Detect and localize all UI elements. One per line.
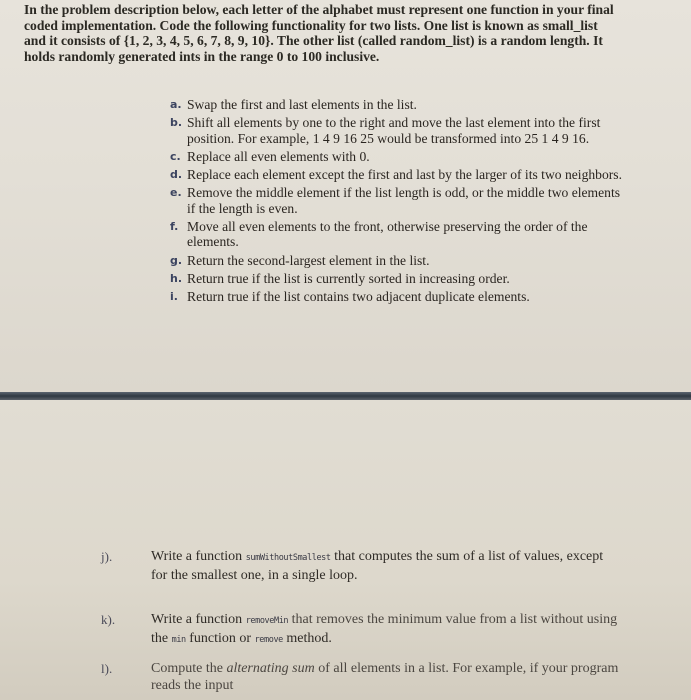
exercise-text-part: of all elements in a list. For example, if your program bbox=[314, 661, 619, 676]
requirements-list bbox=[168, 97, 683, 307]
method-name: remove bbox=[254, 635, 283, 645]
exercise-text-part: Compute the bbox=[151, 661, 227, 676]
item-text: Remove the middle element if the list length is odd, or the middle two elements bbox=[187, 185, 621, 201]
item-letter: b. bbox=[170, 116, 183, 130]
exercise-text bbox=[151, 611, 681, 649]
item-text-continued: position. For example, 1 4 9 16 25 would be transformed into 25 1 4 9 16. bbox=[187, 130, 590, 146]
exercise-text-part: method. bbox=[282, 631, 332, 646]
page-divider bbox=[0, 392, 691, 400]
item-letter: c. bbox=[170, 149, 181, 163]
list-item bbox=[168, 271, 683, 287]
item-letter: i. bbox=[170, 290, 178, 303]
item-letter: e. bbox=[170, 186, 182, 200]
function-name: removeMin bbox=[245, 616, 289, 626]
exercise-text bbox=[151, 660, 681, 694]
exercise-line bbox=[151, 548, 681, 567]
problem-intro-paragraph bbox=[24, 2, 674, 64]
list-item bbox=[168, 289, 683, 305]
exercise-line bbox=[151, 630, 681, 649]
list-item bbox=[168, 97, 683, 113]
item-letter: a. bbox=[170, 98, 182, 111]
item-text-continued: if the length is even. bbox=[187, 200, 298, 216]
item-text: Shift all elements by one to the right and move the last element into the first bbox=[187, 115, 601, 131]
list-item bbox=[168, 115, 683, 146]
exercise-text-part: that removes the minimum value from a list without using bbox=[288, 612, 618, 627]
emphasized-term: alternating sum bbox=[226, 661, 315, 676]
exercise-label: j). bbox=[101, 549, 113, 564]
exercise-text-part: Write a function bbox=[151, 549, 246, 564]
exercise-text-part: function or bbox=[185, 631, 255, 646]
item-text: Replace each element except the first and last by the larger of its two neighbors. bbox=[187, 167, 622, 183]
exercise-text bbox=[151, 548, 681, 584]
item-letter: g. bbox=[170, 253, 183, 267]
list-item bbox=[168, 167, 683, 183]
exercise-line: for the smallest one, in a single loop. bbox=[151, 568, 358, 583]
list-item bbox=[168, 219, 683, 250]
exercise-line: reads the input bbox=[151, 678, 234, 693]
function-name: min bbox=[171, 635, 186, 645]
exercise-label: k). bbox=[101, 612, 116, 627]
list-item bbox=[168, 149, 683, 165]
item-text: Return true if the list contains two adjacent duplicate elements. bbox=[187, 289, 530, 304]
function-name: sumWithoutSmallest bbox=[245, 553, 331, 563]
item-text-continued: elements. bbox=[187, 234, 239, 250]
item-text: Replace all even elements with 0. bbox=[187, 148, 370, 164]
exercise-text-part: the bbox=[151, 631, 172, 646]
exercise-line bbox=[151, 611, 681, 630]
item-text: Move all even elements to the front, otherwise preserving the order of the bbox=[187, 218, 588, 234]
exercise-text-part: Write a function bbox=[151, 612, 246, 627]
exercise-label: l). bbox=[101, 661, 113, 676]
item-letter: f. bbox=[170, 219, 179, 233]
item-letter: d. bbox=[170, 168, 183, 182]
intro-line: coded implementation. Code the following functionality for two lists. One list is known as small_list bbox=[24, 17, 598, 33]
intro-line: In the problem description below, each letter of the alphabet must represent one function in your final bbox=[24, 2, 614, 17]
list-item bbox=[168, 185, 683, 216]
item-text: Return the second-largest element in the list. bbox=[187, 252, 430, 268]
list-item bbox=[168, 253, 683, 269]
intro-line: holds randomly generated ints in the range 0 to 100 inclusive. bbox=[24, 48, 380, 64]
intro-line: and it consists of {1, 2, 3, 4, 5, 6, 7, 8, 9, 10}. The other list (called random_list) is a random length. It bbox=[24, 33, 603, 49]
item-text: Swap the first and last elements in the list. bbox=[187, 97, 417, 112]
item-text: Return true if the list is currently sorted in increasing order. bbox=[187, 270, 510, 286]
exercise-line bbox=[151, 660, 681, 677]
exercise-text-part: that computes the sum of a list of values, except bbox=[330, 549, 604, 564]
item-letter: h. bbox=[170, 271, 183, 285]
